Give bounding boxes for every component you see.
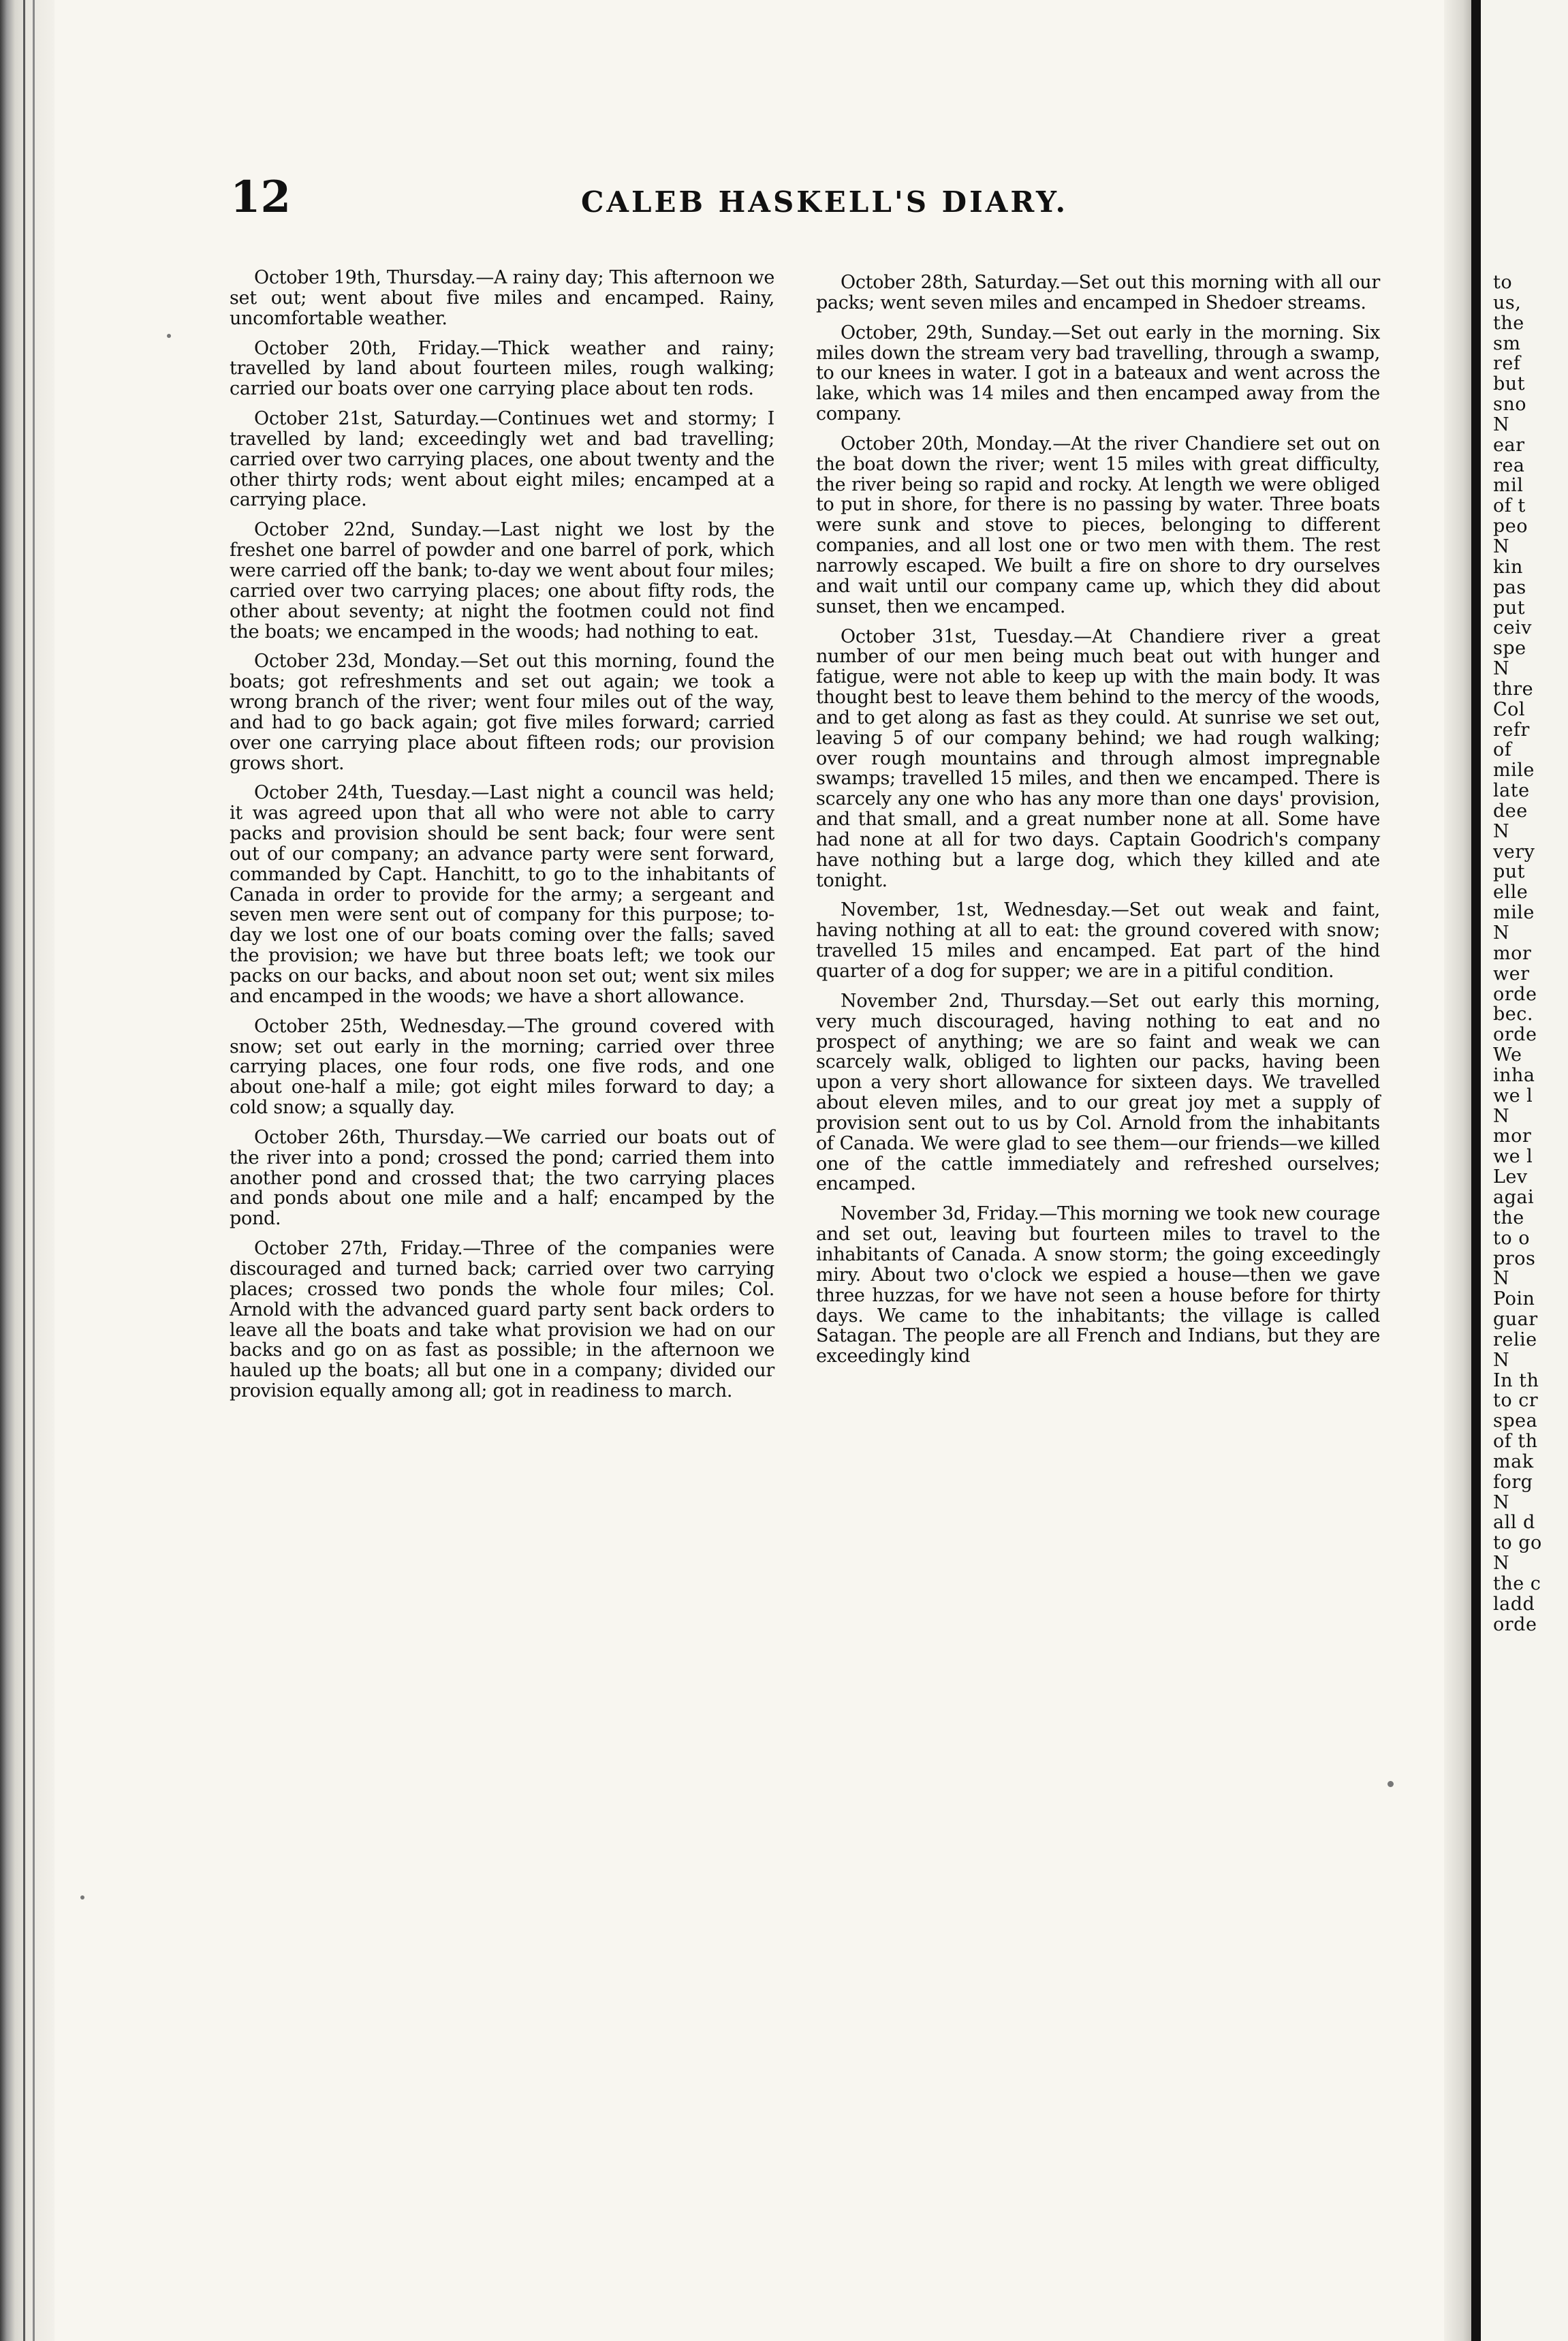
facing-page-fragment: very (1493, 841, 1535, 863)
facing-page-fragment: In th (1493, 1370, 1539, 1391)
diary-entry: October 24th, Tuesday.—Last night a council was held; it was agreed upon that all who were not able to carry packs and provision should be sent back; four were sent out of our company; an advance party were sent forward, commanded by Capt. Hanchitt, to go to the inhabitants of Canada in order to provide for the army; a sergeant and seven men were sent out of company for this purpose; to-day we lost one of our boats coming over the falls; saved the provision; we have but three boats left; we took our packs on our backs, and about noon set out; went six miles and encamped in the woods; we have a short allowance. (230, 782, 774, 1007)
facing-page-fragment: the c (1493, 1574, 1541, 1594)
facing-page-fragment: to o (1493, 1228, 1530, 1249)
diary-entry: October 23d, Monday.—Set out this morning, found the boats; got refreshments and set out again; we took a wrong branch of the river; went four miles out of the way, and had to go back again; got five miles forward; carried over one carrying place about fifteen rods; our provision grows short. (230, 651, 774, 774)
diary-entry: November 3d, Friday.—This morning we took new courage and set out, leaving but fourteen miles to travel to the inhabitants of Canada. A snow storm; the going exceedingly miry. About two o'clock we espied a house—then we gave three huzzas, for we have not seen a house before for thirty days. We came to the inhabitants; the village is called Satagan. The people are all French and Indians, but they are exceedingly kind (816, 1203, 1380, 1367)
page-divider (1471, 0, 1481, 2341)
diary-entry: October, 29th, Sunday.—Set out early in the morning. Six miles down the stream very bad travelling, through a swamp, to our knees in water. I got in a bateaux and went across the lake, which was 14 miles and then encamped away from the company. (816, 322, 1380, 425)
facing-page-fragment: to go (1493, 1533, 1542, 1554)
facing-page-fragment: mile (1493, 903, 1535, 923)
facing-page-fragment: N (1493, 536, 1510, 557)
diary-entry: November, 1st, Wednesday.—Set out weak and faint, having nothing at all to eat: the ground covered with snow; travelled 15 miles and encamped. Eat part of the hind quarter of a dog for supper; we are in a pitiful condition. (816, 899, 1380, 982)
facing-page (1481, 0, 1568, 2341)
facing-page-fragment: N (1493, 821, 1510, 842)
facing-page-fragment: orde (1493, 1614, 1537, 1635)
gutter-shadow (1444, 0, 1471, 2341)
page-edge-line (33, 0, 35, 2341)
facing-page-fragment: N (1493, 1106, 1510, 1127)
facing-page-fragment: ceiv (1493, 618, 1532, 639)
facing-page-fragment: thre (1493, 679, 1534, 700)
facing-page-fragment: of (1493, 740, 1512, 761)
facing-page-fragment: N (1493, 1553, 1510, 1574)
facing-page-fragment: refr (1493, 719, 1530, 741)
facing-page-fragment: N (1493, 923, 1510, 944)
diary-entry: October 26th, Thursday.—We carried our boats out of the river into a pond; crossed the pond; carried them into another pond and crossed that; the two carrying places and ponds about one mile and a half; encamped by the pond. (230, 1126, 774, 1230)
facing-page-fragment: late (1493, 781, 1530, 801)
diary-entry: October 28th, Saturday.—Set out this morning with all our packs; went seven miles and encamped in Shedoer streams. (816, 272, 1380, 313)
facing-page-fragment: relie (1493, 1329, 1537, 1350)
facing-page-fragment: we l (1493, 1147, 1533, 1168)
facing-page-fragment: spe (1493, 638, 1526, 660)
facing-page-fragment: orde (1493, 984, 1537, 1005)
facing-page-fragment: kin (1493, 557, 1523, 578)
facing-page-fragment: peo (1493, 516, 1528, 537)
facing-page-fragment: put (1493, 862, 1526, 883)
facing-page-fragment: sno (1493, 394, 1527, 415)
ink-speck (80, 1895, 84, 1900)
facing-page-fragment: inha (1493, 1065, 1535, 1086)
facing-page-fragment: N (1493, 1492, 1510, 1513)
facing-page-fragment: the (1493, 313, 1524, 334)
diary-entry: October 22nd, Sunday.—Last night we lost by the freshet one barrel of powder and one barrel of pork, which were carried off the bank; to-day we went about four miles; carried over two carrying places; one about fifty rods, the other about seventy; at night the footmen could not find the boats; we encamped in the woods; had nothing to eat. (230, 519, 774, 642)
facing-page-fragment: ladd (1493, 1594, 1535, 1615)
facing-page-fragment: rea (1493, 455, 1525, 476)
facing-page-fragment: guar (1493, 1309, 1538, 1330)
facing-page-fragment: ear (1493, 435, 1525, 456)
facing-page-fragment: sm (1493, 333, 1521, 354)
facing-page-fragment: wer (1493, 963, 1530, 985)
facing-page-fragment: N (1493, 1269, 1510, 1290)
facing-page-fragment: Poin (1493, 1289, 1535, 1310)
facing-page-fragment: the (1493, 1207, 1524, 1228)
facing-page-fragment: of th (1493, 1431, 1538, 1452)
diary-entry: October 27th, Friday.—Three of the companies were discouraged and turned back; carried over two carrying places; crossed two ponds the whole four miles; Col. Arnold with the advanced guard party sent back orders to leave all the boats and take what provision we had on our backs and go on as fast as possible; in the afternoon we hauled up the boats; all but one in a company; divided our provision equally among all; got in readiness to march. (230, 1238, 774, 1402)
facing-page-fragment: We (1493, 1045, 1522, 1066)
facing-page-fragment: all d (1493, 1513, 1535, 1534)
page-number: 12 (230, 172, 292, 223)
diary-entry: October 19th, Thursday.—A rainy day; This afternoon we set out; went about five miles and encamped. Rainy, uncomfortable weather. (230, 267, 774, 329)
facing-page-fragment: mile (1493, 760, 1535, 781)
page-title: CALEB HASKELL'S DIARY. (581, 185, 1069, 219)
facing-page-fragment: N (1493, 414, 1510, 435)
facing-page-fragment: we l (1493, 1085, 1533, 1106)
facing-page-fragment: N (1493, 1350, 1510, 1371)
facing-page-text (1493, 273, 1568, 1635)
facing-page-fragment: N (1493, 659, 1510, 679)
facing-page-fragment: but (1493, 374, 1526, 395)
facing-page-fragment: us, (1493, 292, 1522, 313)
facing-page-fragment: pros (1493, 1248, 1536, 1269)
diary-entry: October 20th, Friday.—Thick weather and rainy; travelled by land about fourteen miles, rough walking; carried our boats over one carrying place about ten rods. (230, 337, 774, 400)
facing-page-fragment: orde (1493, 1025, 1537, 1046)
diary-entry: October 25th, Wednesday.—The ground covered with snow; set out early in the morning; carried over three carrying places, one four rods, one five rods, and one about one-half a mile; got eight miles forward to day; a cold snow; a squally day. (230, 1015, 774, 1119)
facing-page-fragment: dee (1493, 801, 1528, 822)
facing-page-fragment: mak (1493, 1451, 1534, 1472)
text-column-left (230, 268, 774, 1411)
facing-page-fragment: mil (1493, 476, 1524, 497)
facing-page-fragment: spea (1493, 1411, 1538, 1432)
facing-page-fragment: to cr (1493, 1391, 1539, 1412)
diary-entry: October 31st, Tuesday.—At Chandiere river a great number of our men being much beat out with hunger and fatigue, were not able to keep up with the main body. It was thought best to leave them behind to the mercy of the woods, and to get along as fast as they could. At sunrise we set out, leaving 5 of our company behind; we had rough walking; over rough mountains and through almost impregnable swamps; travelled 15 miles, and then we encamped. There is scarcely any one who has any more than one days' provision, and that small, and a great number none at all. Some have had none at all for two days. Captain Goodrich's company have nothing but a large dog, which they killed and ate tonight. (816, 625, 1380, 891)
facing-page-fragment: mor (1493, 943, 1532, 964)
ink-speck (1387, 1781, 1394, 1787)
diary-entry: November 2nd, Thursday.—Set out early this morning, very much discouraged, having nothing to eat and no prospect of anything; we are so faint and weak we can scarcely walk, obliged to lighten our packs, having been upon a very short allowance for sixteen days. We travelled about eleven miles, and to our great joy met a supply of provision sent out to us by Col. Arnold from the inhabitants of Canada. We were glad to see them—our friends—we killed one of the cattle immediately and refreshed ourselves; encamped. (816, 990, 1380, 1195)
book-spine-edge (0, 0, 54, 2341)
facing-page-fragment: Col (1493, 699, 1526, 720)
facing-page-fragment: forg (1493, 1472, 1533, 1493)
facing-page-fragment: bec. (1493, 1004, 1533, 1025)
facing-page-fragment: put (1493, 598, 1526, 619)
facing-page-fragment: of t (1493, 496, 1526, 517)
facing-page-fragment: Lev (1493, 1167, 1528, 1188)
page-edge-line (23, 0, 25, 2341)
text-column-right (816, 273, 1380, 1376)
facing-page-fragment: ref (1493, 354, 1521, 375)
facing-page-fragment: to (1493, 273, 1513, 293)
facing-page-fragment: pas (1493, 577, 1526, 598)
facing-page-fragment: agai (1493, 1187, 1535, 1208)
diary-entry: October 21st, Saturday.—Continues wet and stormy; I travelled by land; exceedingly wet and bad travelling; carried over two carrying places, one about twenty and the other thirty rods; went about eight miles; encamped at a carrying place. (230, 408, 774, 511)
facing-page-fragment: elle (1493, 882, 1528, 903)
facing-page-fragment: mor (1493, 1126, 1532, 1147)
ink-speck (167, 334, 171, 338)
diary-entry: October 20th, Monday.—At the river Chandiere set out on the boat down the river; went 15 miles with great difficulty, the river being so rapid and rocky. At length we were obliged to put in shore, for there is no passing by water. Three boats were sunk and stove to pieces, belonging to different companies, and all lost one or two men with them. The rest narrowly escaped. We built a fire on shore to dry ourselves and wait until our company came up, which they did about sunset, then we encamped. (816, 433, 1380, 617)
